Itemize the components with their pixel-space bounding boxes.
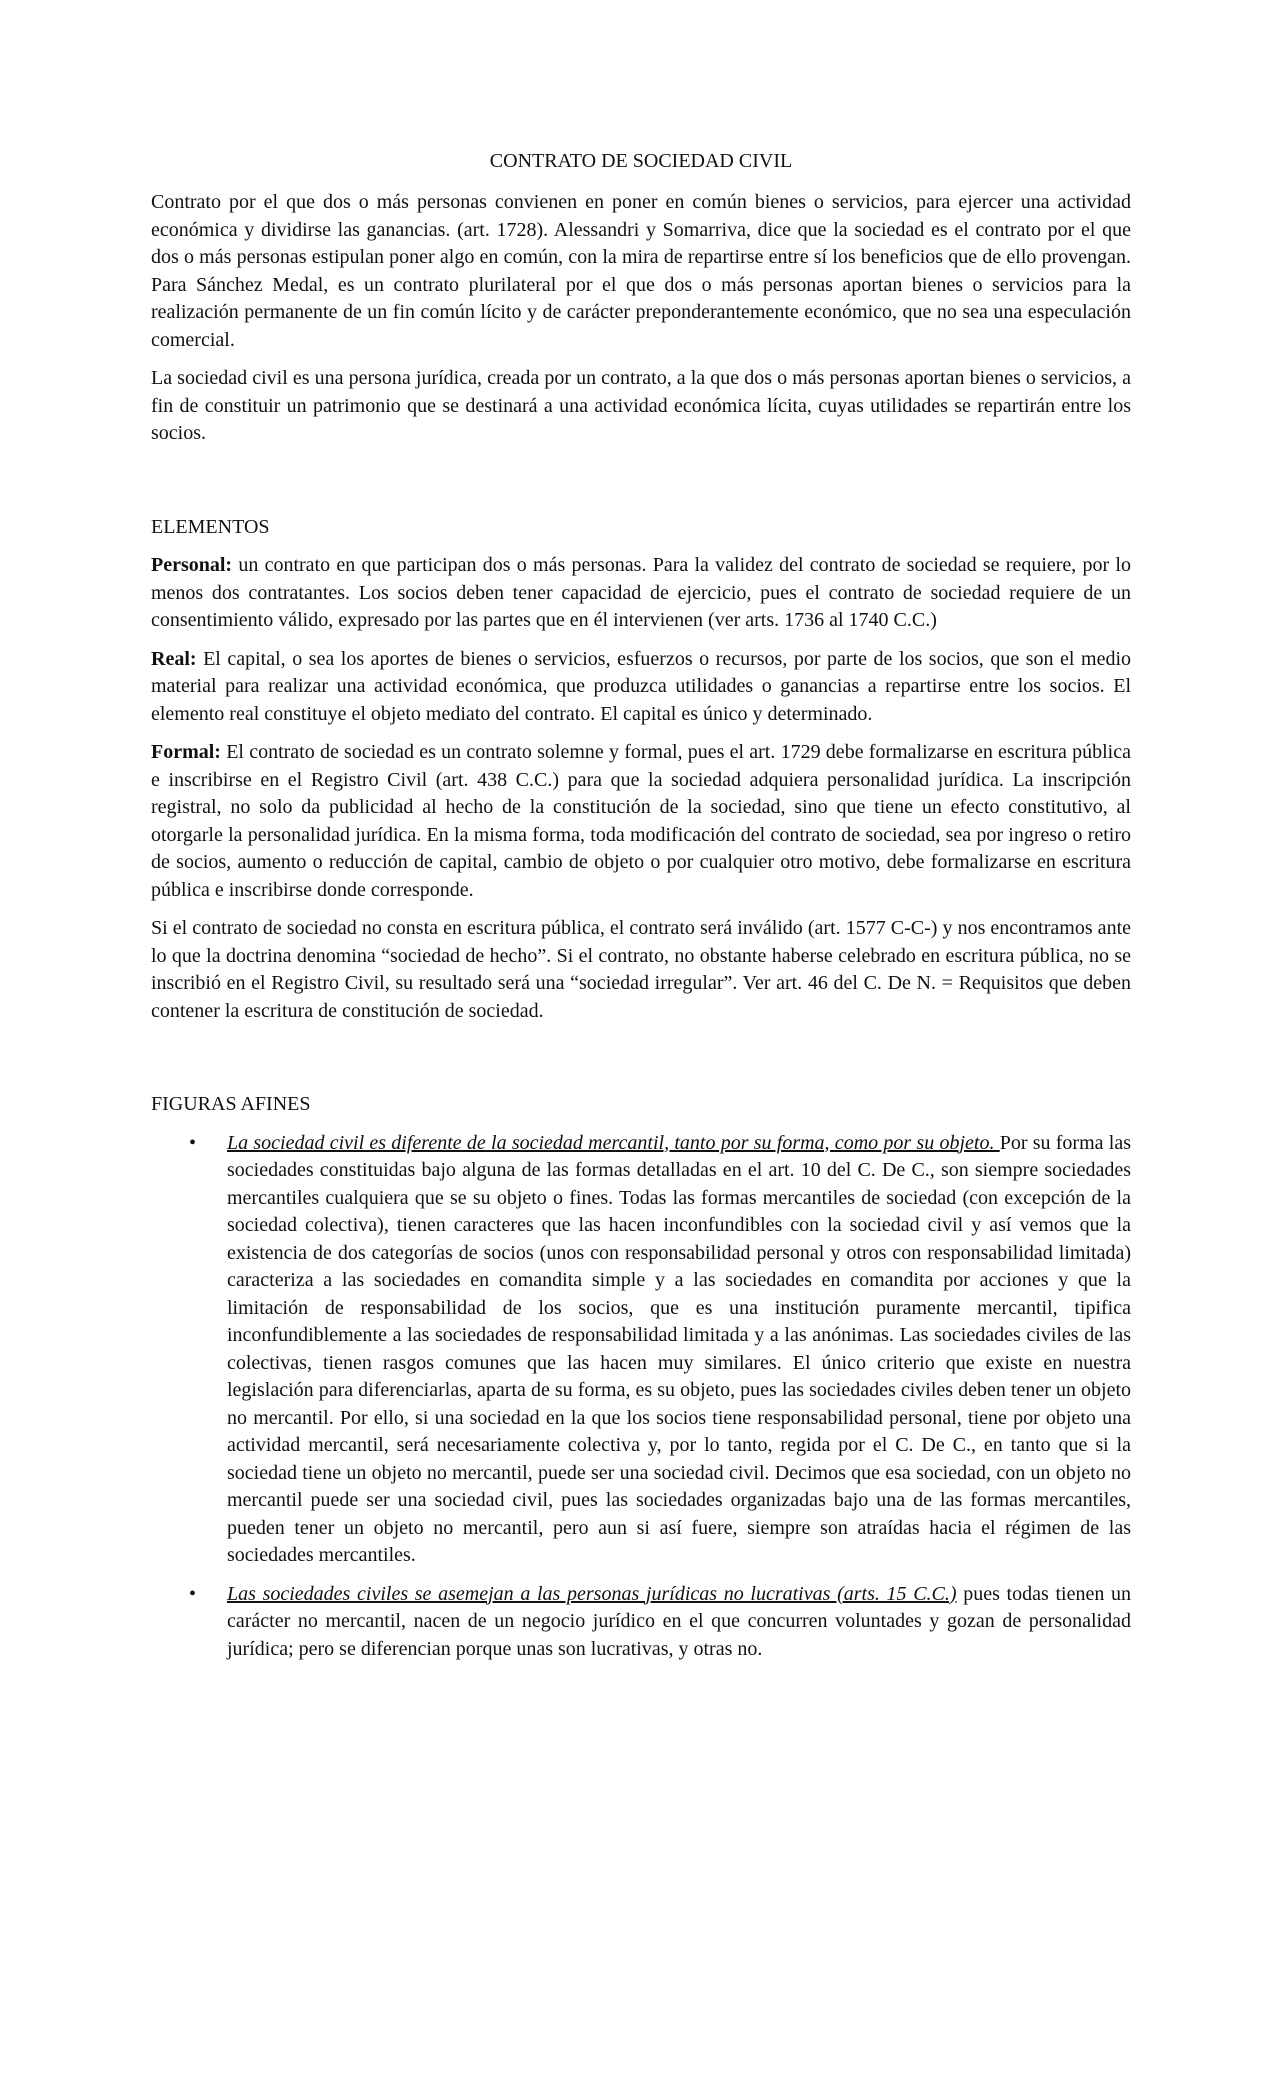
elemento-personal-text: un contrato en que participan dos o más personas. Para la validez del contrato de sociedad se requiere, por lo menos dos contratantes. Los socios deben tener capacidad de ejercicio, pues el contrato de sociedad requiere de un consentimiento válido, expresado por las partes que en él intervienen (ver arts. 1736 al 1740 C.C.) [151,554,1131,631]
section-spacer [151,459,1131,514]
elemento-formal-label: Formal: [151,741,221,763]
bullet-icon: • [189,1582,197,1605]
list-item-lead: La sociedad civil es diferente de la sociedad mercantil, tanto por su forma, como por su objeto. [227,1131,1000,1154]
elementos-heading: ELEMENTOS [151,515,270,538]
elemento-formal-text: El contrato de sociedad es un contrato solemne y formal, pues el art. 1729 debe formalizarse en escritura pública e inscribirse en el Registro Civil (art. 438 C.C.) para que la sociedad adquiera personalidad jurídica. La inscripción registral, no solo da publicidad al hecho de la constitución de la sociedad, sino que tiene un efecto constitutivo, al otorgarle la personalidad jurídica. En la misma forma, toda modificación del contrato de sociedad, sea por ingreso o retiro de socios, aumento o reducción de capital, cambio de objeto o por cualquier otro motivo, debe formalizarse en escritura pública e inscribirse donde corresponde. [151,741,1131,901]
elemento-personal [151,552,1131,635]
elemento-formal [151,739,1131,904]
elemento-real [151,646,1131,729]
list-item [189,1130,1131,1570]
intro-paragraph: Contrato por el que dos o más personas convienen en poner en común bienes o servicios, para ejercer una actividad económica y dividirse las ganancias. (art. 1728). Alessandri y Somarriva, dice que la sociedad es el contrato por el que dos o más personas estipulan poner algo en común, con la mira de repartirse entre sí los beneficios que de ello provengan. Para Sánchez Medal, es un contrato plurilateral por el que dos o más personas aportan bienes o servicios para la realización permanente de un fin común lícito y de carácter preponderantemente económico, que no sea una especulación comercial. [151,191,1131,351]
section-spacer [151,1036,1131,1091]
list-item-text: Por su forma las sociedades constituidas bajo alguna de las formas detalladas en el art. 10 del C. De C., son siempre sociedades mercantiles cualquiera que se su objeto o fines. Todas las formas mercantiles de sociedad (con excepción de la sociedad colectiva), tienen caracteres que las hacen inconfundibles con la sociedad civil y así vemos que la existencia de dos categorías de socios (unos con responsabilidad personal y otros con responsabilidad limitada) caracteriza a las sociedades en comandita simple y a las sociedades en comandita por acciones y que la limitación de responsabilidad de los socios, que es una institución puramente mercantil, tipifica inconfundiblemente a las sociedades de responsabilidad limitada y a las anónimas. Las sociedades civiles de las colectivas, tienen rasgos comunes que las hacen muy similares. El único criterio que existe en nuestra legislación para diferenciarlas, aparta de su forma, es su objeto, pues las sociedades civiles deben tener un objeto no mercantil. Por ello, si una sociedad en la que los socios tiene responsabilidad personal, tiene por objeto una actividad mercantil, será necesariamente colectiva y, por lo tanto, regida por el C. De C., en tanto que si la sociedad tiene un objeto no mercantil, puede ser una sociedad civil. Decimos que esa sociedad, con un objeto no mercantil puede ser una sociedad civil, pues las sociedades organizadas bajo una de las formas mercantiles, pueden tener un objeto no mercantil, pero aun si así fuere, siempre son atraídas hacia el régimen de las sociedades mercantiles. [227,1131,1131,1566]
intro-paragraph: La sociedad civil es una persona jurídica, creada por un contrato, a la que dos o más personas aportan bienes o servicios, a fin de constituir un patrimonio que se destinará a una actividad económica lícita, cuyas utilidades se repartirán entre los socios. [151,367,1131,444]
list-item-lead: Las sociedades civiles se asemejan a las personas jurídicas no lucrativas (arts. 15 C.C.) [227,1582,957,1605]
elemento-personal-label: Personal: [151,554,233,576]
figuras-afines-heading: FIGURAS AFINES [151,1093,311,1115]
elemento-real-text: El capital, o sea los aportes de bienes o servicios, esfuerzos o recursos, por parte de los socios, que son el medio material para realizar una actividad económica, que produzca utilidades o ganancias a repartirse entre los socios. El elemento real constituye el objeto mediato del contrato. El capital es único y determinado. [151,647,1131,725]
list-item-text: pues todas tienen un carácter no mercantil, nacen de un negocio jurídico en el que concurren voluntades y gozan de personalidad jurídica; pero se diferencian porque unas son lucrativas, y otras no. [227,1582,1132,1660]
figuras-afines-list [151,1130,1131,1664]
elementos-closing-paragraph: Si el contrato de sociedad no consta en escritura pública, el contrato será inválido (art. 1577 C-C-) y nos encontramos ante lo que la doctrina denomina “sociedad de hecho”. Si el contrato, no obstante haberse celebrado en escritura pública, no se inscribió en el Registro Civil, su resultado será una “sociedad irregular”. Ver art. 46 del C. De N. = Requisitos que deben contener la escritura de constitución de sociedad. [151,917,1131,1022]
list-item [189,1581,1132,1664]
elemento-real-label: Real: [151,647,197,670]
document-title: CONTRATO DE SOCIEDAD CIVIL [489,150,793,172]
bullet-icon: • [189,1131,197,1154]
